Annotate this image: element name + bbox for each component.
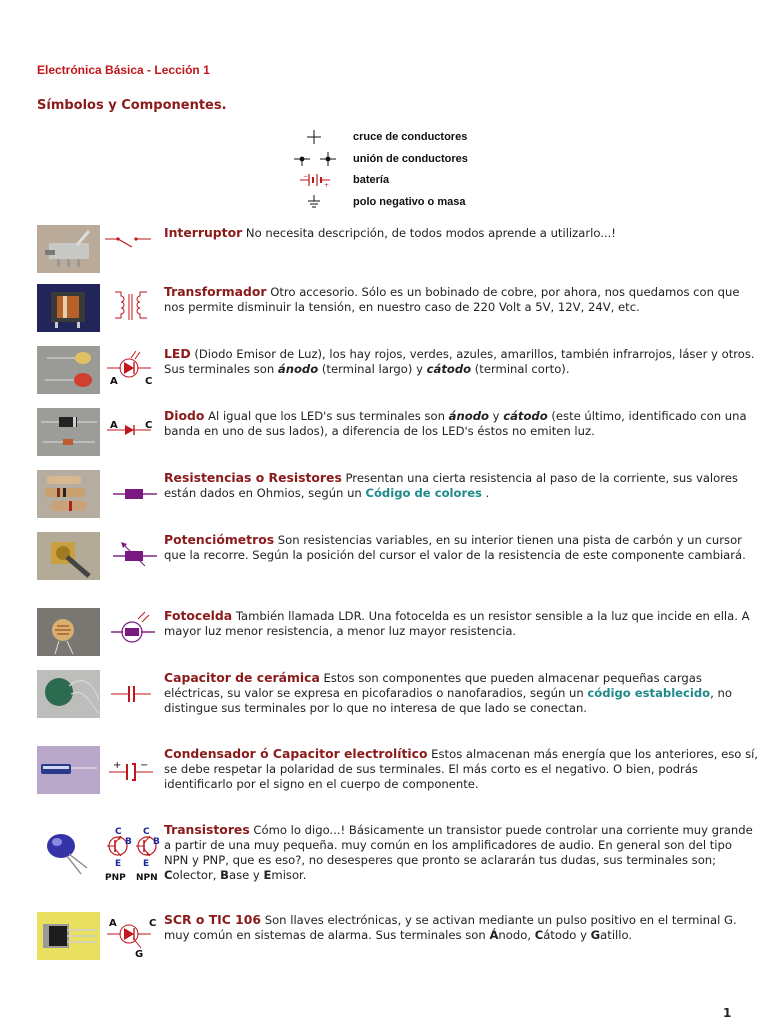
component-description: Diodo Al igual que los LED's sus terminales son ánodo y cátodo (este último, identificado con una banda en uno de sus lados), a diferencia de los LED's éstos no emiten luz. [164, 408, 747, 438]
scr-gate-label: G [135, 949, 144, 960]
component-name: Transistores [164, 822, 250, 837]
component-description: Fotocelda También llamada LDR. Una fotocelda es un resistor sensible a la luz que incide en ella. A mayor luz menor resistencia, a menor luz mayor resistencia. [164, 608, 750, 638]
transistor-base-label-2: B [153, 837, 160, 847]
color-code-link[interactable]: Código de colores [365, 486, 482, 500]
component-name: Transformador [164, 284, 267, 299]
component-description: Resistencias o Resistores Presentan una cierta resistencia al paso de la corriente, sus valores están dados en Ohmios, según un Código de colores . [164, 470, 738, 500]
section-title: Símbolos y Componentes. [37, 98, 227, 113]
component-description: SCR o TIC 106 Son llaves electrónicas, y se activan mediante un pulso positivo en el terminal G. muy común en sistemas de alarma. Sus terminales son Ánodo, Cátodo y Gatillo. [164, 912, 737, 942]
component-name: Interruptor [164, 225, 243, 240]
battery-symbol-icon [290, 171, 346, 191]
pnp-label: PNP [105, 873, 126, 883]
component-name: Fotocelda [164, 608, 233, 623]
symbols-legend [290, 128, 510, 214]
scr-symbol-icon [105, 912, 163, 962]
legend-row-crossing [290, 128, 510, 150]
led-anode-label: A [110, 376, 118, 387]
page-number: 1 [723, 1006, 732, 1020]
switch-photo [37, 225, 100, 273]
transformer-photo [37, 284, 100, 332]
svg-text:−: − [303, 173, 309, 180]
component-description: Condensador ó Capacitor electrolítico Estos almacenan más energía que los anteriores, eso sí, se debe respetar la polaridad de sus terminales. El más corto es el negativo. O bien, podrás identificarlo por el signo en el cuerpo de componente. [164, 746, 759, 791]
resistor-photo [37, 470, 100, 518]
transistor-collector-label: C [115, 827, 122, 837]
led-symbol-icon [105, 346, 163, 396]
legend-row-junction [290, 150, 510, 172]
photocell-photo [37, 608, 100, 656]
component-name: Resistencias o Resistores [164, 470, 342, 485]
legend-label: unión de conductores [353, 152, 468, 165]
component-name: Condensador ó Capacitor electrolítico [164, 746, 428, 761]
potentiometer-photo [37, 532, 100, 580]
legend-label: cruce de conductores [353, 131, 468, 143]
component-description: LED (Diodo Emisor de Luz), los hay rojos, verdes, azules, amarillos, también infrarrojos, láser y otros. Sus terminales son ánodo (terminal largo) y cátodo (terminal corto). [164, 346, 755, 376]
component-description: Transistores Cómo lo digo...! Básicamente un transistor puede controlar una corriente muy grande a partir de una muy pequeña. muy común en los amplificadores de audio. En general son del tipo NPN y PNP, que es eso?, no desesperes que pronto se aclararán tus dudas, sus terminales son; Colector, Base y Emisor. [164, 822, 753, 882]
photocell-symbol-icon [105, 608, 163, 658]
crossing-conductors-icon [290, 128, 346, 148]
diode-cathode-label: C [145, 420, 153, 431]
component-name: Capacitor de cerámica [164, 670, 320, 685]
component-description: Capacitor de cerámica Estos son componentes que pueden almacenar pequeñas cargas eléctricas, su valor se expresa en picofaradios o nanofaradios, según un código establecido, no distingue sus terminales por lo que no interesa de que lado se conectan. [164, 670, 732, 715]
diode-symbol-icon [105, 408, 163, 458]
transistor-base-label: B [125, 837, 132, 847]
legend-label: batería [353, 174, 390, 186]
svg-text:+: + [324, 182, 330, 189]
transformer-symbol-icon [105, 284, 163, 334]
document-header-title: Electrónica Básica - Lección 1 [37, 63, 210, 77]
electrolytic-capacitor-photo [37, 746, 100, 794]
ceramic-capacitor-symbol-icon [105, 670, 163, 720]
electrolytic-minus-label: − [140, 760, 149, 771]
component-name: LED [164, 346, 191, 361]
scr-photo [37, 912, 100, 960]
legend-row-battery [290, 171, 510, 193]
electrolytic-capacitor-symbol-icon [105, 746, 163, 796]
transistor-symbol-icon [105, 822, 163, 886]
led-cathode-label: C [145, 376, 153, 387]
npn-label: NPN [136, 873, 158, 883]
transistor-emitter-label: E [115, 859, 122, 869]
component-description: Transformador Otro accesorio. Sólo es un bobinado de cobre, por ahora, nos quedamos con que nos permite disminuir la tensión, en nuestro caso de 220 Volt a 5V, 12V, 24V, etc. [164, 284, 740, 314]
potentiometer-symbol-icon [105, 532, 163, 582]
legend-row-ground [290, 193, 510, 215]
ground-symbol-icon [290, 193, 346, 213]
component-name: Diodo [164, 408, 205, 423]
component-name: Potenciómetros [164, 532, 275, 547]
transistor-emitter-label-2: E [143, 859, 150, 869]
legend-label: polo negativo o masa [353, 195, 466, 208]
established-code-link[interactable]: código establecido [587, 686, 711, 700]
transistor-collector-label-2: C [143, 827, 150, 837]
component-description: Interruptor No necesita descripción, de todos modos aprende a utilizarlo...! [164, 225, 616, 240]
diode-photo [37, 408, 100, 456]
switch-symbol-icon [105, 225, 163, 275]
electrolytic-plus-label: + [113, 760, 122, 771]
transistor-photo [37, 828, 100, 876]
diode-anode-label: A [110, 420, 118, 431]
resistor-symbol-icon [105, 470, 163, 520]
joined-conductors-icon [290, 150, 346, 170]
ceramic-capacitor-photo [37, 670, 100, 718]
component-description: Potenciómetros Son resistencias variables, en su interior tienen una pista de carbón y un cursor que la recorre. Según la posición del cursor el valor de la resistencia de este componente cambiará. [164, 532, 746, 562]
led-photo [37, 346, 100, 394]
scr-anode-label: A [109, 918, 117, 929]
scr-cathode-label: C [149, 918, 157, 929]
component-name: SCR o TIC 106 [164, 912, 262, 927]
